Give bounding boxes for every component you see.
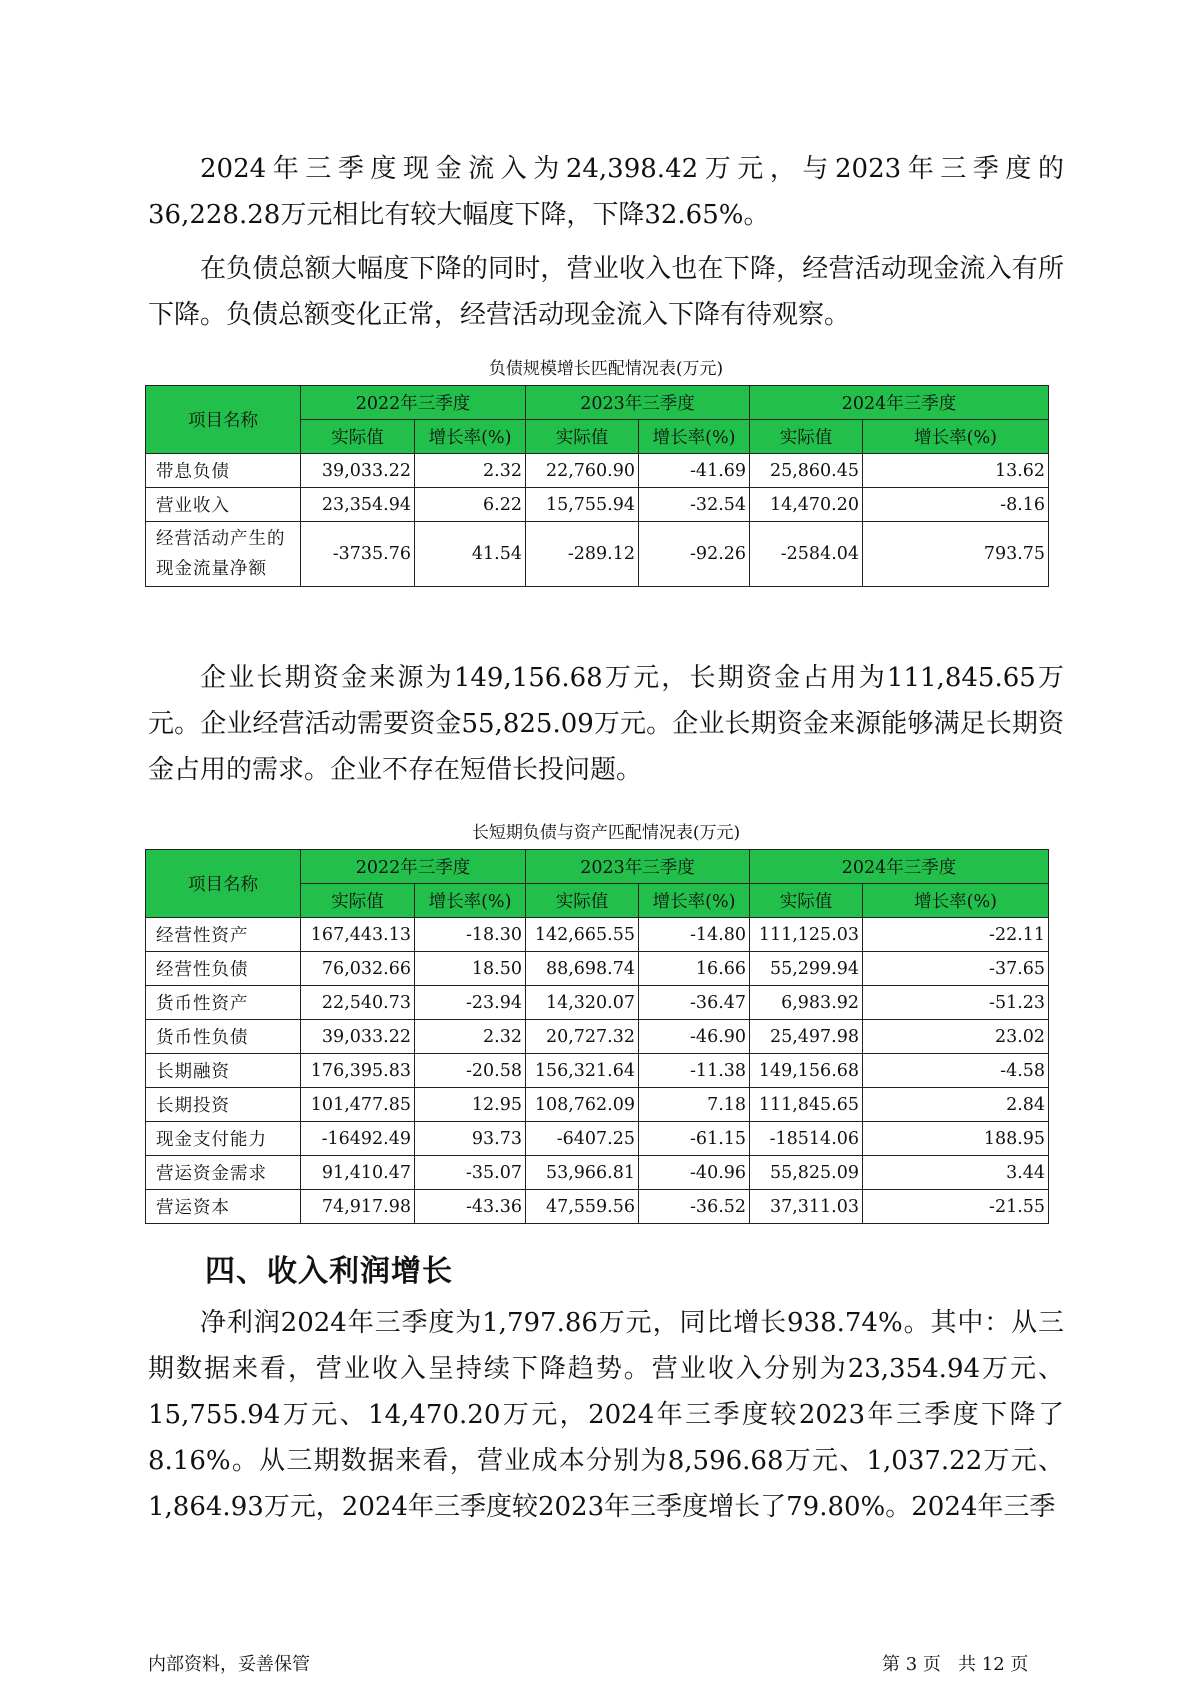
- table1-subheader-actual: 实际值: [750, 420, 863, 454]
- cell-value: -4.58: [863, 1054, 1049, 1088]
- cell-value: -36.47: [639, 986, 750, 1020]
- cell-value: 793.75: [863, 522, 1049, 587]
- cell-value: -40.96: [639, 1156, 750, 1190]
- paragraph-cash-inflow: 2024年三季度现金流入为24,398.42万元，与2023年三季度的36,228.28万元相比有较大幅度下降，下降32.65%。: [148, 154, 1064, 230]
- row-label: 经营活动产生的现金流量净额: [146, 522, 301, 587]
- section-heading: 四、收入利润增长: [205, 1254, 453, 1289]
- cell-value: -37.65: [863, 952, 1049, 986]
- table2-header-period-2022: 2022年三季度: [301, 850, 526, 884]
- cell-value: -289.12: [526, 522, 639, 587]
- cell-value: 6,983.92: [750, 986, 863, 1020]
- cell-value: 6.22: [415, 488, 526, 522]
- table1-subheader-growth: 增长率(%): [639, 420, 750, 454]
- cell-value: 111,125.03: [750, 918, 863, 952]
- cell-value: 74,917.98: [301, 1190, 415, 1224]
- table-row: [146, 1190, 1049, 1224]
- cell-value: -36.52: [639, 1190, 750, 1224]
- cell-value: -14.80: [639, 918, 750, 952]
- row-label: 货币性负债: [146, 1020, 301, 1054]
- cell-value: 18.50: [415, 952, 526, 986]
- cell-value: 188.95: [863, 1122, 1049, 1156]
- cell-value: -2584.04: [750, 522, 863, 587]
- cell-value: 39,033.22: [301, 454, 415, 488]
- cell-value: -8.16: [863, 488, 1049, 522]
- paragraph-revenue-profit: 净利润2024年三季度为1,797.86万元，同比增长938.74%。其中：从三期数据来看，营业收入呈持续下降趋势。营业收入分别为23,354.94万元、15,755.94万元、14,470.20万元，2024年三季度较2023年三季度下降了8.16%。从三期数据来看，营业成本分别为8,596.68万元、1,037.22万元、1,864.93万元，2024年三季度较2023年三季度增长了79.80%。2024年三季: [148, 1308, 1064, 1522]
- cell-value: -18514.06: [750, 1122, 863, 1156]
- cell-value: 91,410.47: [301, 1156, 415, 1190]
- cell-value: -22.11: [863, 918, 1049, 952]
- table-row: [146, 1020, 1049, 1054]
- table2-caption: 长短期负债与资产匹配情况表(万元): [471, 823, 741, 843]
- table1-caption: 负债规模增长匹配情况表(万元): [488, 359, 724, 379]
- table2-subheader-actual: 实际值: [750, 884, 863, 918]
- cell-value: 41.54: [415, 522, 526, 587]
- row-label: 长期融资: [146, 1054, 301, 1088]
- cell-value: -35.07: [415, 1156, 526, 1190]
- table-row: [146, 1088, 1049, 1122]
- cell-value: -32.54: [639, 488, 750, 522]
- cell-value: 16.66: [639, 952, 750, 986]
- cell-value: 15,755.94: [526, 488, 639, 522]
- cell-value: 47,559.56: [526, 1190, 639, 1224]
- cell-value: -11.38: [639, 1054, 750, 1088]
- cell-value: -46.90: [639, 1020, 750, 1054]
- cell-value: 167,443.13: [301, 918, 415, 952]
- table2-header-item: 项目名称: [146, 850, 301, 918]
- cell-value: -6407.25: [526, 1122, 639, 1156]
- cell-value: -20.58: [415, 1054, 526, 1088]
- table2-subheader-growth: 增长率(%): [415, 884, 526, 918]
- cell-value: 2.32: [415, 1020, 526, 1054]
- cell-value: 14,320.07: [526, 986, 639, 1020]
- cell-value: 7.18: [639, 1088, 750, 1122]
- cell-value: 39,033.22: [301, 1020, 415, 1054]
- table1-header-period-2024: 2024年三季度: [750, 386, 1049, 420]
- asset-liability-match-table: [145, 849, 1049, 1224]
- paragraph-liability-summary: 在负债总额大幅度下降的同时，营业收入也在下降，经营活动现金流入有所下降。负债总额变化正常，经营活动现金流入下降有待观察。: [148, 254, 1064, 330]
- table2-subheader-actual: 实际值: [301, 884, 415, 918]
- table-row: [146, 1156, 1049, 1190]
- cell-value: 93.73: [415, 1122, 526, 1156]
- cell-value: -41.69: [639, 454, 750, 488]
- cell-value: -16492.49: [301, 1122, 415, 1156]
- row-label: 经营性资产: [146, 918, 301, 952]
- row-label: 营运资本: [146, 1190, 301, 1224]
- cell-value: 176,395.83: [301, 1054, 415, 1088]
- table2-subheader-growth: 增长率(%): [639, 884, 750, 918]
- liability-growth-table: [145, 385, 1049, 587]
- cell-value: 20,727.32: [526, 1020, 639, 1054]
- row-label: 长期投资: [146, 1088, 301, 1122]
- cell-value: 3.44: [863, 1156, 1049, 1190]
- table2-subheader-actual: 实际值: [526, 884, 639, 918]
- row-label: 带息负债: [146, 454, 301, 488]
- table2-header-period-2023: 2023年三季度: [526, 850, 750, 884]
- cell-value: 22,540.73: [301, 986, 415, 1020]
- cell-value: 108,762.09: [526, 1088, 639, 1122]
- table-row: [146, 488, 1049, 522]
- cell-value: -21.55: [863, 1190, 1049, 1224]
- cell-value: -61.15: [639, 1122, 750, 1156]
- table1-header-period-2023: 2023年三季度: [526, 386, 750, 420]
- cell-value: 37,311.03: [750, 1190, 863, 1224]
- cell-value: 142,665.55: [526, 918, 639, 952]
- table1-header-period-2022: 2022年三季度: [301, 386, 526, 420]
- cell-value: -51.23: [863, 986, 1049, 1020]
- cell-value: 2.84: [863, 1088, 1049, 1122]
- cell-value: 13.62: [863, 454, 1049, 488]
- row-label: 货币性资产: [146, 986, 301, 1020]
- table2-header-period-2024: 2024年三季度: [750, 850, 1049, 884]
- footer-confidential: 内部资料，妥善保管: [148, 1654, 310, 1675]
- cell-value: -92.26: [639, 522, 750, 587]
- cell-value: 101,477.85: [301, 1088, 415, 1122]
- paragraph-long-term-funds: 企业长期资金来源为149,156.68万元，长期资金占用为111,845.65万元。企业经营活动需要资金55,825.09万元。企业长期资金来源能够满足长期资金占用的需求。企业不存在短借长投问题。: [148, 663, 1064, 785]
- table1-subheader-actual: 实际值: [301, 420, 415, 454]
- cell-value: 2.32: [415, 454, 526, 488]
- table2-subheader-growth: 增长率(%): [863, 884, 1049, 918]
- cell-value: 14,470.20: [750, 488, 863, 522]
- table-row: [146, 918, 1049, 952]
- cell-value: 55,299.94: [750, 952, 863, 986]
- cell-value: -43.36: [415, 1190, 526, 1224]
- cell-value: 88,698.74: [526, 952, 639, 986]
- row-label: 营业收入: [146, 488, 301, 522]
- table-row: [146, 522, 1049, 587]
- cell-value: 149,156.68: [750, 1054, 863, 1088]
- table1-subheader-growth: 增长率(%): [415, 420, 526, 454]
- cell-value: 22,760.90: [526, 454, 639, 488]
- cell-value: -3735.76: [301, 522, 415, 587]
- row-label: 营运资金需求: [146, 1156, 301, 1190]
- table-row: [146, 986, 1049, 1020]
- cell-value: 76,032.66: [301, 952, 415, 986]
- cell-value: 111,845.65: [750, 1088, 863, 1122]
- cell-value: 23.02: [863, 1020, 1049, 1054]
- cell-value: -18.30: [415, 918, 526, 952]
- row-label: 经营性负债: [146, 952, 301, 986]
- table1-subheader-growth: 增长率(%): [863, 420, 1049, 454]
- cell-value: -23.94: [415, 986, 526, 1020]
- cell-value: 23,354.94: [301, 488, 415, 522]
- table-row: [146, 454, 1049, 488]
- cell-value: 25,497.98: [750, 1020, 863, 1054]
- table1-header-item: 项目名称: [146, 386, 301, 454]
- cell-value: 53,966.81: [526, 1156, 639, 1190]
- cell-value: 156,321.64: [526, 1054, 639, 1088]
- cell-value: 12.95: [415, 1088, 526, 1122]
- cell-value: 25,860.45: [750, 454, 863, 488]
- table1-subheader-actual: 实际值: [526, 420, 639, 454]
- table-row: [146, 1054, 1049, 1088]
- footer-page-number: 第 3 页 共 12 页: [882, 1654, 1029, 1675]
- row-label: 现金支付能力: [146, 1122, 301, 1156]
- cell-value: 55,825.09: [750, 1156, 863, 1190]
- table-row: [146, 1122, 1049, 1156]
- table-row: [146, 952, 1049, 986]
